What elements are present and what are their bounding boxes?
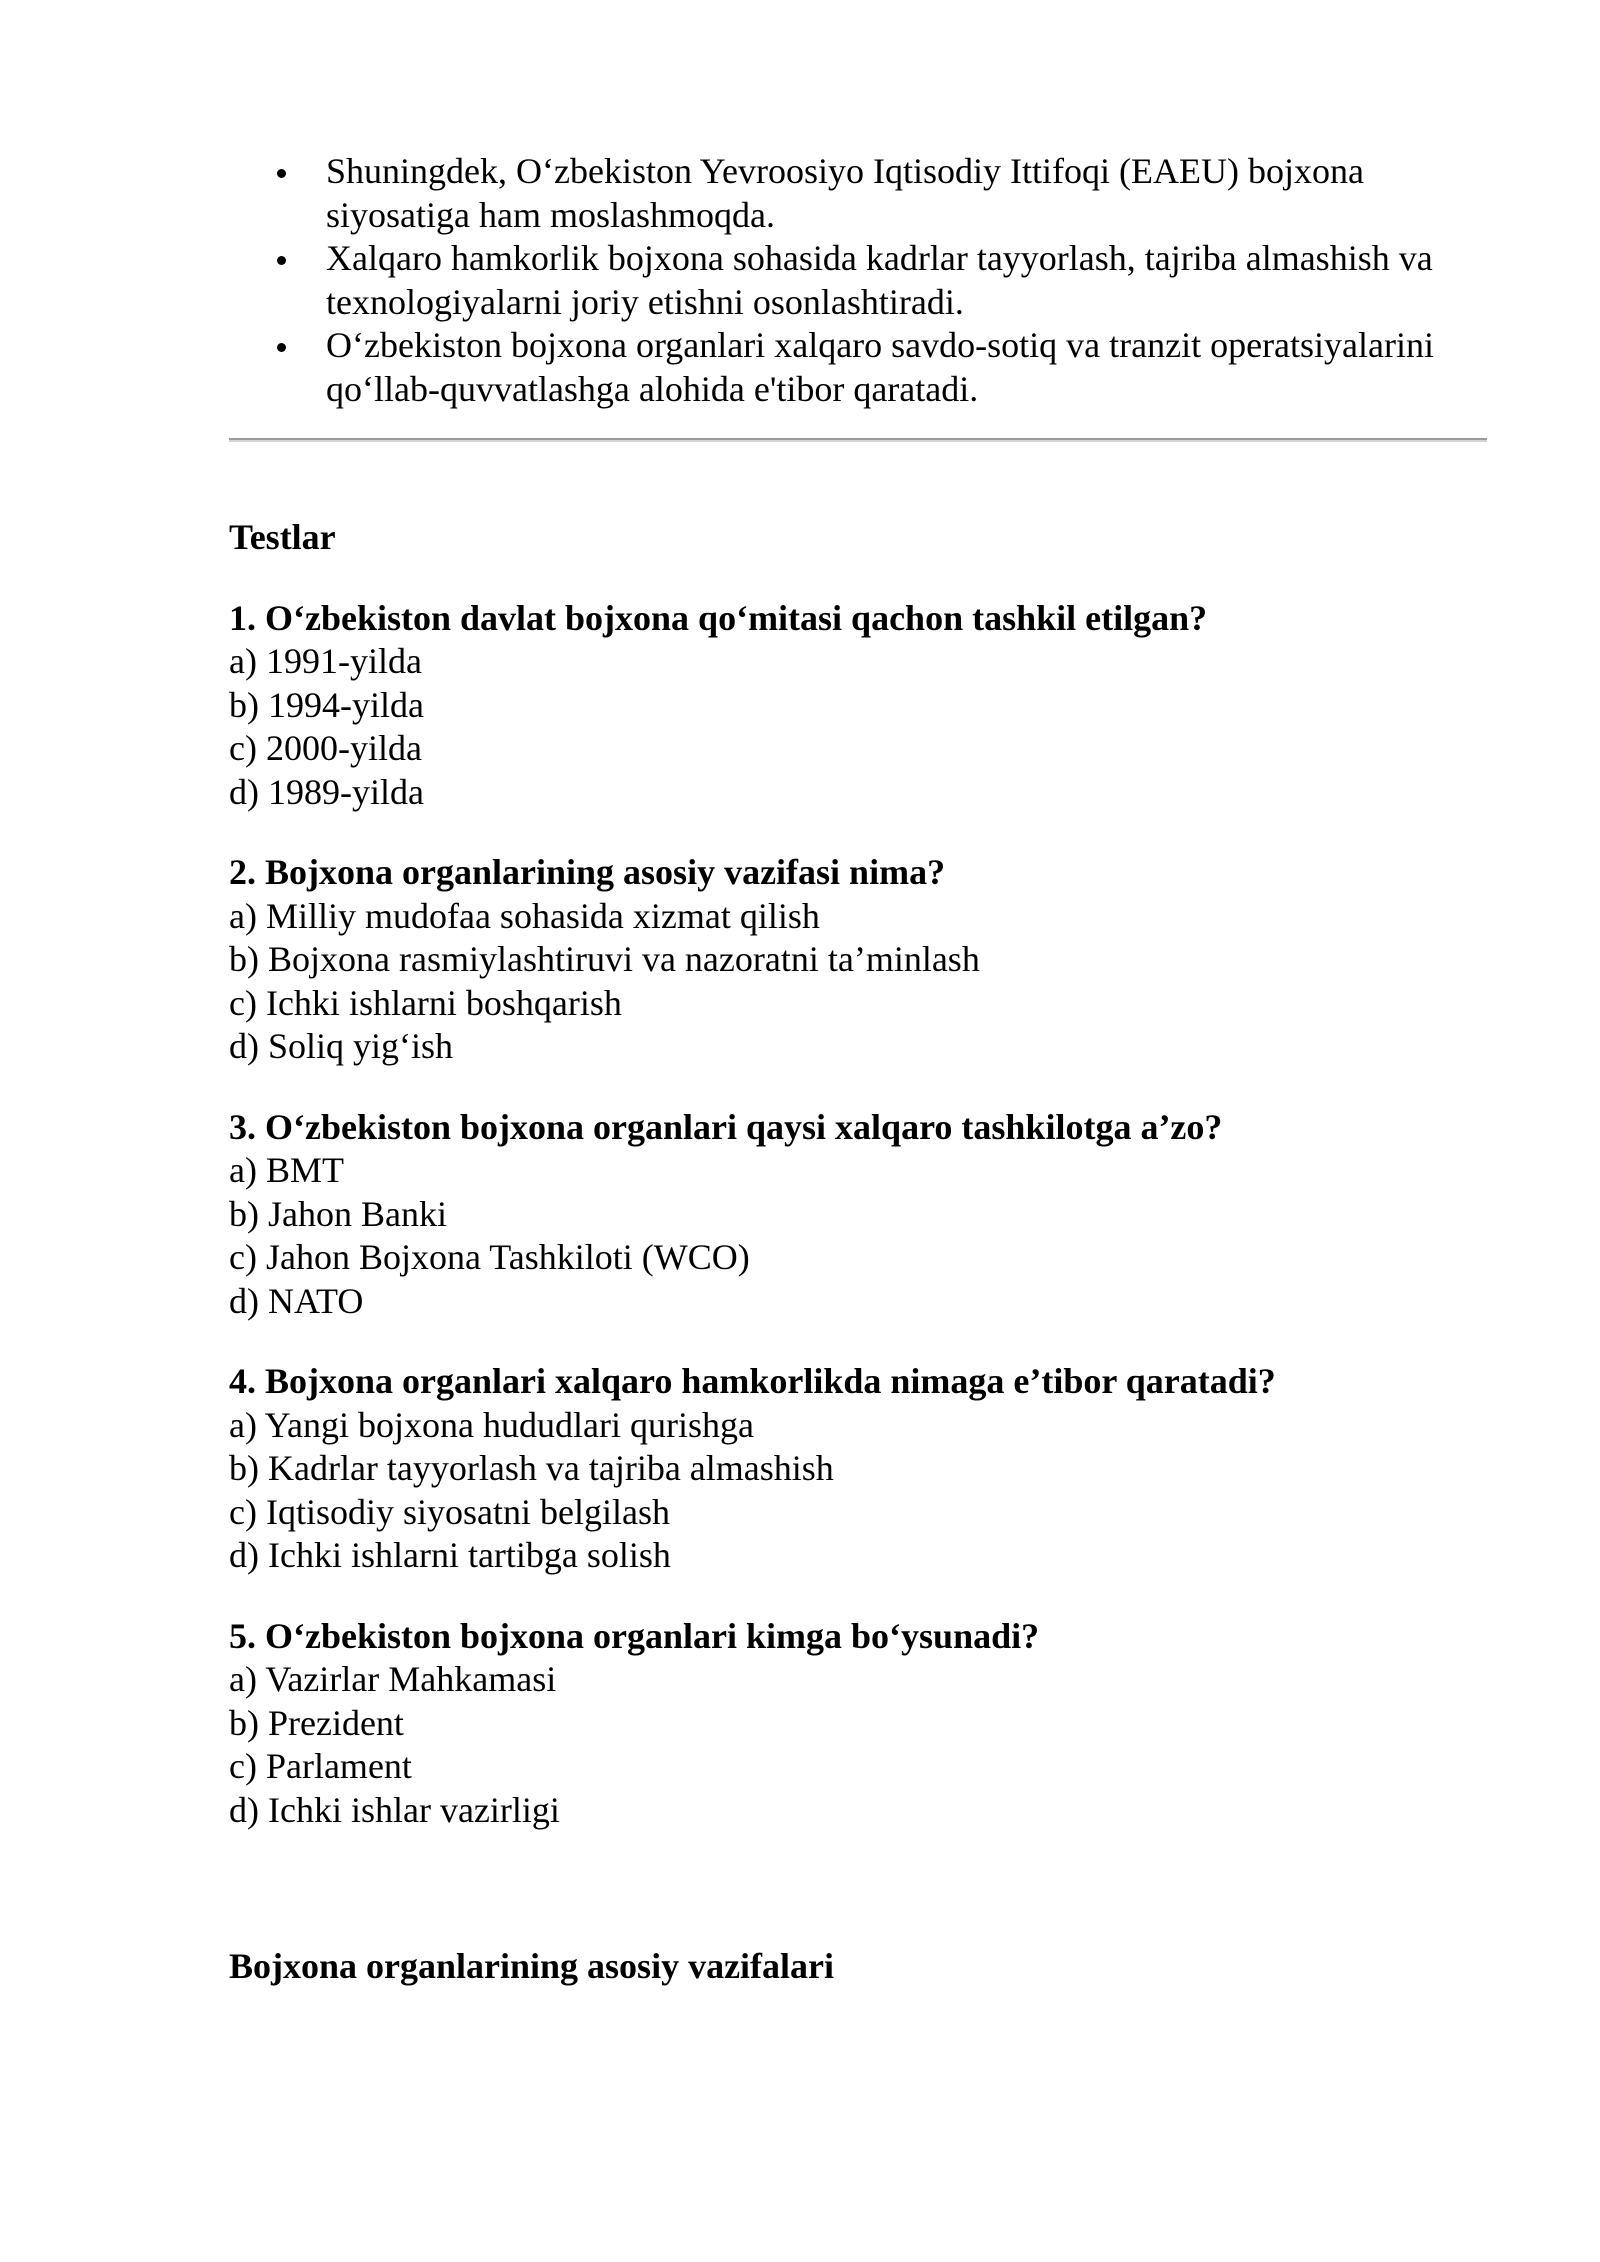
answer-option: b) Jahon Banki [229,1193,447,1234]
document-page [229,150,1487,1989]
bullet-dot-icon [277,343,286,352]
answer-option: b) Kadrlar tayyorlash va tajriba almashish [229,1448,834,1488]
bullet-item [229,150,1487,237]
question-text: 3. O‘zbekiston bojxona organlari qaysi xalqaro tashkilotga a’zo? [229,1106,1223,1147]
answer-option: a) Milliy mudofaa sohasida xizmat qilish [229,895,820,936]
bullet-text: Xalqaro hamkorlik bojxona sohasida kadrlar tayyorlash, tajriba almashish va texnologiyalarni joriy etishni osonlashtiradi. [326,238,1433,322]
question-text: 5. O‘zbekiston bojxona organlari kimga bo‘ysunadi? [229,1615,1040,1656]
question-block-1 [229,597,1487,815]
horizontal-divider [229,438,1487,442]
answer-option: d) 1989-yilda [229,771,424,812]
question-block-5 [229,1615,1487,1833]
answer-option: a) Yangi bojxona hududlari qurishga [229,1404,754,1445]
answer-option: d) Soliq yig‘ish [229,1026,454,1066]
answer-option: c) Iqtisodiy siyosatni belgilash [229,1491,670,1532]
bullet-dot-icon [277,169,286,178]
answer-option: c) Ichki ishlarni boshqarish [229,982,622,1023]
bullet-text: Shuningdek, O‘zbekiston Yevroosiyo Iqtisodiy Ittifoqi (EAEU) bojxona siyosatiga ham moslashmoqda. [326,151,1364,235]
answer-option: b) Prezident [229,1702,404,1743]
tests-heading: Testlar [229,517,336,557]
section-heading: Bojxona organlarining asosiy vazifalari [229,1946,835,1986]
answer-option: a) Vazirlar Mahkamasi [229,1659,557,1699]
answer-option: b) 1994-yilda [229,684,424,725]
question-block-3 [229,1106,1487,1324]
question-text: 1. O‘zbekiston davlat bojxona qo‘mitasi qachon tashkil etilgan? [229,597,1208,638]
answer-option: c) 2000-yilda [229,728,422,768]
answer-option: a) BMT [229,1150,344,1190]
answer-option: b) Bojxona rasmiylashtiruvi va nazoratni ta’minlash [229,939,980,979]
answer-option: d) Ichki ishlarni tartibga solish [229,1535,671,1575]
question-text: 2. Bojxona organlarining asosiy vazifasi nima? [229,852,946,892]
answer-option: d) Ichki ishlar vazirligi [229,1789,560,1830]
answer-option: c) Parlament [229,1746,412,1786]
bullet-dot-icon [277,256,286,265]
answer-option: c) Jahon Bojxona Tashkiloti (WCO) [229,1237,750,1277]
bullet-text: O‘zbekiston bojxona organlari xalqaro savdo-sotiq va tranzit operatsiyalarini qo‘llab-quvvatlashga alohida e'tibor qaratadi. [326,325,1435,409]
answer-option: d) NATO [229,1280,364,1321]
question-block-2 [229,851,1487,1069]
question-text: 4. Bojxona organlari xalqaro hamkorlikda nimaga e’tibor qaratadi? [229,1361,1276,1401]
answer-option: a) 1991-yilda [229,641,422,681]
bullet-list [229,150,1487,411]
bullet-item [229,237,1487,324]
bullet-item [229,324,1487,411]
question-block-4 [229,1360,1487,1578]
